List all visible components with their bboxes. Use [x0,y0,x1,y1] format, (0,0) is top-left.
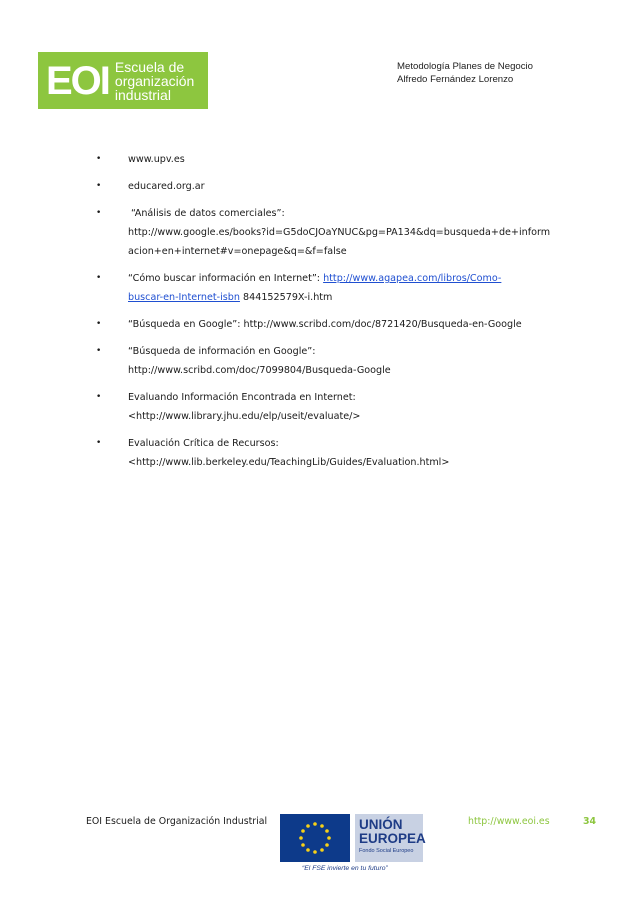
author: Alfredo Fernández Lorenzo [397,74,514,85]
eu-title-line: UNIÓN [359,817,403,832]
list-item [92,388,562,426]
eu-caption: “El FSE invierte en tu futuro” [302,865,388,872]
bullet-icon: • [96,208,102,218]
bullet-icon: • [96,392,102,402]
reference-list [92,150,562,480]
page-number: 34 [583,816,597,827]
logo-line: Escuela de [114,58,185,75]
doc-title: Metodología Planes de Negocio [397,61,534,72]
reference-text: “Búsqueda de información en Google”: [128,346,316,357]
reference-text: Evaluando Información Encontrada en Internet: [128,392,356,403]
eu-subtitle: Fondo Social Europeo [359,848,414,854]
bullet-icon: • [96,346,102,356]
logo-line: organización [114,72,195,89]
reference-text: “Análisis de datos comerciales”: [128,208,285,219]
logo-mark: EOI [46,58,109,103]
bullet-icon: • [96,181,102,191]
reference-url: acion+en+internet#v=onepage&q=&f=false [128,246,347,257]
reference-text: educared.org.ar [128,181,205,192]
eu-label-box [355,814,426,862]
footer-org: EOI Escuela de Organización Industrial [86,816,268,827]
reference-link[interactable]: http://www.agapea.com/libros/Como- [323,273,502,284]
header-info [397,60,533,86]
reference-link[interactable]: buscar-en-Internet-isbn [128,292,240,303]
list-item [92,150,562,169]
bullet-icon: • [96,154,102,164]
reference-text: www.upv.es [128,154,185,165]
footer-url-link[interactable]: http://www.eoi.es [468,816,550,827]
bullet-icon: • [96,438,102,448]
list-item [92,269,562,307]
list-item [92,342,562,380]
reference-text: “Búsqueda en Google”: http://www.scribd.com/doc/8721420/Busqueda-en-Google [128,319,522,330]
bullet-icon: • [96,319,102,329]
logo-line: industrial [114,86,171,103]
eu-flag-icon [280,814,350,862]
logo-text [115,60,194,102]
reference-url: http://www.google.es/books?id=G5doCJOaYNUC&pg=PA134&dq=busqueda+de+inform [128,227,551,238]
eu-stars-icon [280,814,350,862]
eu-title [359,817,426,846]
reference-text: 844152579X-i.htm [239,292,333,303]
eoi-logo [38,52,208,109]
reference-text: “Cómo buscar información en Internet”: [128,273,324,284]
list-item [92,315,562,334]
reference-url: http://www.scribd.com/doc/7099804/Busqueda-Google [128,365,391,376]
reference-url: <http://www.lib.berkeley.edu/TeachingLib/Guides/Evaluation.html> [128,457,450,468]
reference-text: Evaluación Crítica de Recursos: [128,438,279,449]
reference-url: <http://www.library.jhu.edu/elp/useit/evaluate/> [128,411,361,422]
bullet-icon: • [96,273,102,283]
list-item [92,434,562,472]
eu-title-line: EUROPEA [359,831,426,846]
list-item [92,204,562,261]
list-item [92,177,562,196]
